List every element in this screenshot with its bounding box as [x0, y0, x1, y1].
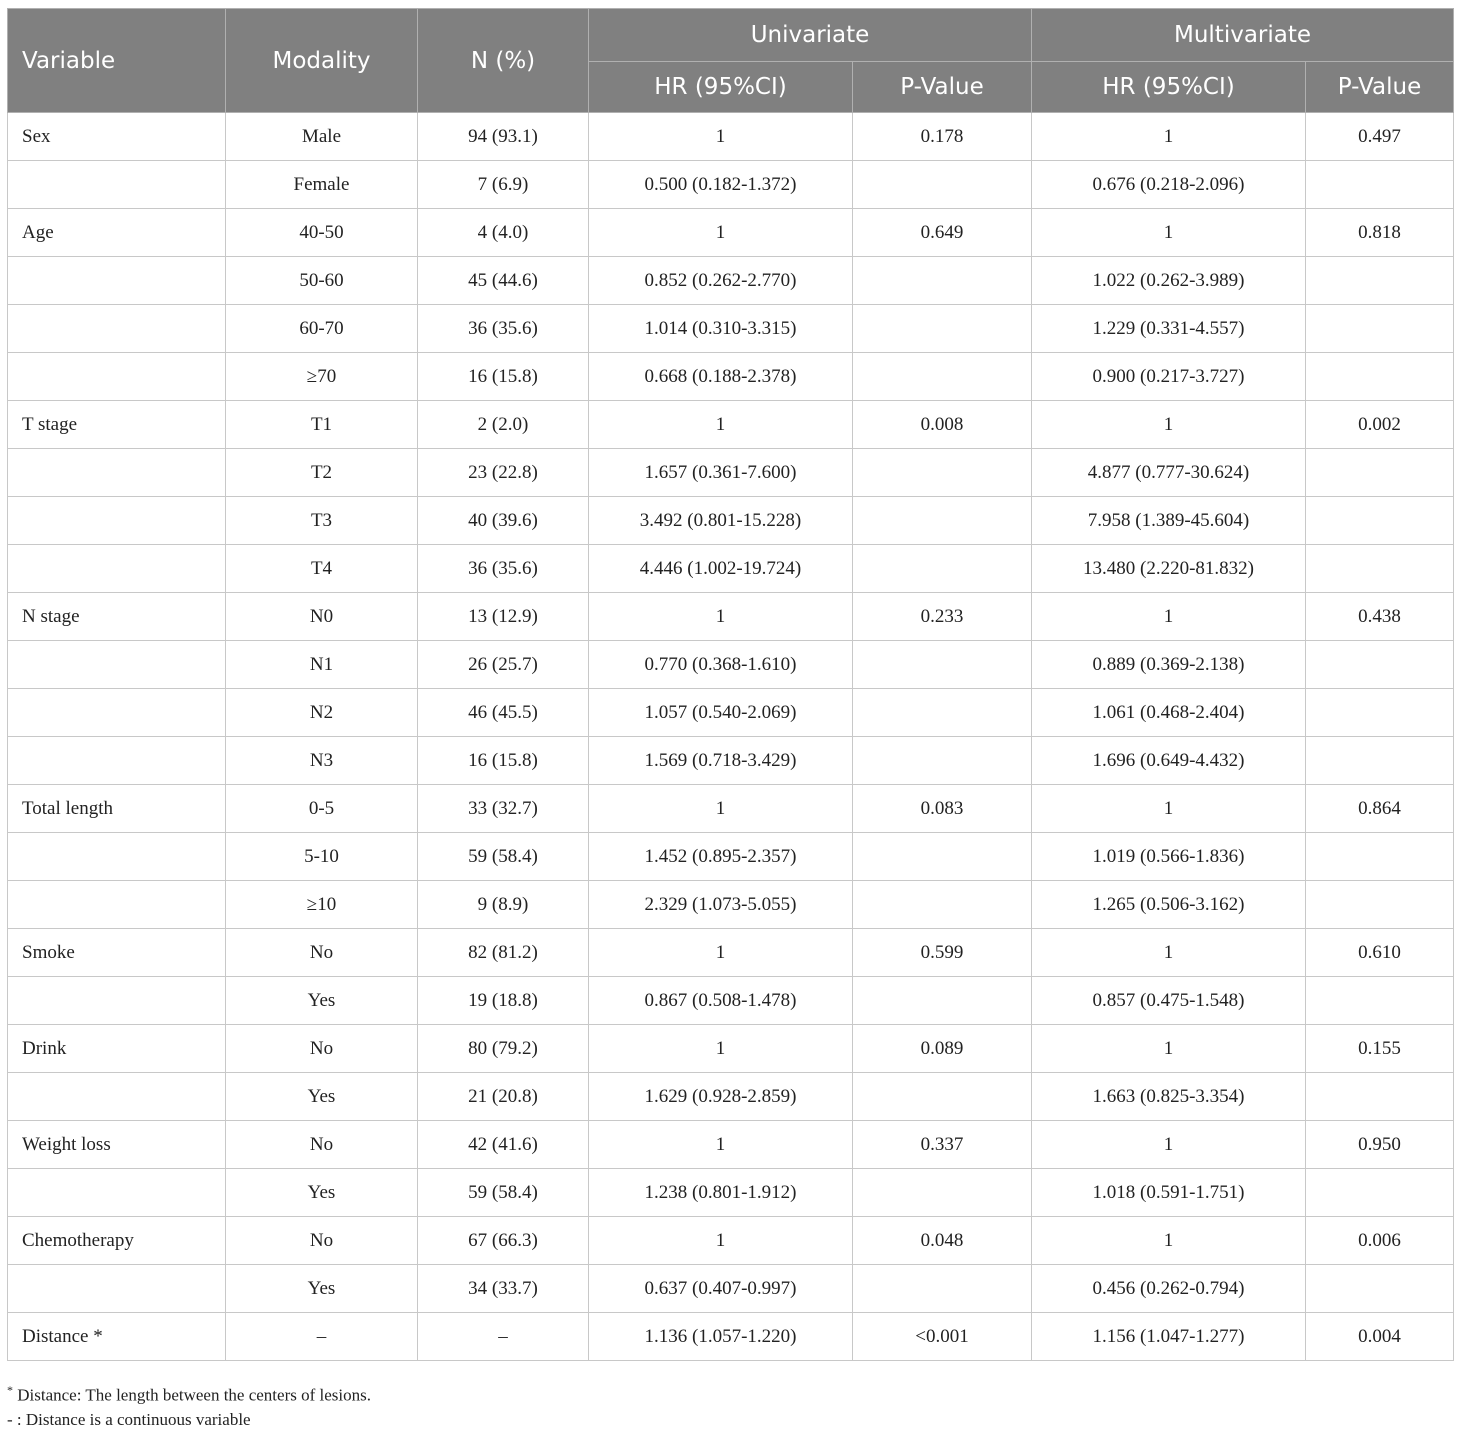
cell-univariate-p: 0.083 — [853, 785, 1032, 833]
cell-univariate-hr: 0.852 (0.262-2.770) — [589, 257, 853, 305]
cell-variable — [8, 1073, 226, 1121]
cell-n-percent: 4 (4.0) — [418, 209, 589, 257]
header-multivariate: Multivariate — [1032, 9, 1454, 62]
cell-univariate-hr: 1.136 (1.057-1.220) — [589, 1313, 853, 1361]
cell-multivariate-p: 0.497 — [1306, 113, 1454, 161]
cell-n-percent: 2 (2.0) — [418, 401, 589, 449]
table-row — [8, 545, 1454, 593]
cell-modality: T3 — [226, 497, 418, 545]
cell-multivariate-hr: 1 — [1032, 113, 1306, 161]
cell-multivariate-p — [1306, 449, 1454, 497]
cell-univariate-hr: 1 — [589, 1025, 853, 1073]
cell-univariate-p: 0.048 — [853, 1217, 1032, 1265]
cell-multivariate-p — [1306, 881, 1454, 929]
cell-univariate-p — [853, 881, 1032, 929]
cell-modality: Yes — [226, 977, 418, 1025]
cell-multivariate-p — [1306, 1169, 1454, 1217]
cell-n-percent: 36 (35.6) — [418, 305, 589, 353]
cell-modality: ≥70 — [226, 353, 418, 401]
cell-multivariate-hr: 1 — [1032, 1121, 1306, 1169]
cell-multivariate-hr: 1.061 (0.468-2.404) — [1032, 689, 1306, 737]
table-row — [8, 785, 1454, 833]
cell-multivariate-hr: 1.022 (0.262-3.989) — [1032, 257, 1306, 305]
cell-multivariate-p — [1306, 257, 1454, 305]
cell-univariate-p — [853, 977, 1032, 1025]
cell-univariate-p — [853, 305, 1032, 353]
cell-multivariate-p: 0.950 — [1306, 1121, 1454, 1169]
cell-modality: No — [226, 929, 418, 977]
cell-n-percent: 82 (81.2) — [418, 929, 589, 977]
cell-univariate-hr: 0.668 (0.188-2.378) — [589, 353, 853, 401]
cell-multivariate-p: 0.004 — [1306, 1313, 1454, 1361]
cell-univariate-hr: 1.238 (0.801-1.912) — [589, 1169, 853, 1217]
cell-univariate-p: 0.089 — [853, 1025, 1032, 1073]
cell-variable: Age — [8, 209, 226, 257]
footnote-distance — [7, 1378, 371, 1408]
cell-n-percent: 34 (33.7) — [418, 1265, 589, 1313]
cell-variable: Sex — [8, 113, 226, 161]
cell-modality: N0 — [226, 593, 418, 641]
cell-univariate-hr: 1.057 (0.540-2.069) — [589, 689, 853, 737]
cell-univariate-p — [853, 1169, 1032, 1217]
table-row — [8, 1025, 1454, 1073]
cell-univariate-p — [853, 257, 1032, 305]
cell-variable: N stage — [8, 593, 226, 641]
table-row — [8, 1313, 1454, 1361]
cell-univariate-p: 0.233 — [853, 593, 1032, 641]
cell-multivariate-hr: 0.889 (0.369-2.138) — [1032, 641, 1306, 689]
cell-univariate-hr: 0.637 (0.407-0.997) — [589, 1265, 853, 1313]
table-row — [8, 449, 1454, 497]
cell-univariate-hr: 0.500 (0.182-1.372) — [589, 161, 853, 209]
cell-univariate-hr: 1 — [589, 1121, 853, 1169]
cell-n-percent: 59 (58.4) — [418, 1169, 589, 1217]
cell-variable — [8, 545, 226, 593]
cell-variable — [8, 881, 226, 929]
table-row — [8, 641, 1454, 689]
cell-modality: Male — [226, 113, 418, 161]
cell-variable — [8, 1169, 226, 1217]
cell-univariate-p — [853, 641, 1032, 689]
cell-n-percent: 7 (6.9) — [418, 161, 589, 209]
cell-modality: 40-50 — [226, 209, 418, 257]
cell-modality: No — [226, 1025, 418, 1073]
header-multivariate-hr: HR (95%CI) — [1032, 62, 1306, 113]
cell-univariate-hr: 0.867 (0.508-1.478) — [589, 977, 853, 1025]
cell-multivariate-p — [1306, 689, 1454, 737]
cell-n-percent: 26 (25.7) — [418, 641, 589, 689]
hazard-ratio-table — [7, 8, 1454, 1361]
cell-multivariate-p: 0.002 — [1306, 401, 1454, 449]
cell-multivariate-hr: 1 — [1032, 1217, 1306, 1265]
table-row — [8, 353, 1454, 401]
cell-modality: – — [226, 1313, 418, 1361]
cell-univariate-p — [853, 833, 1032, 881]
header-modality: Modality — [226, 9, 418, 113]
cell-modality: Female — [226, 161, 418, 209]
cell-univariate-hr: 1 — [589, 1217, 853, 1265]
cell-n-percent: – — [418, 1313, 589, 1361]
cell-modality: Yes — [226, 1073, 418, 1121]
cell-modality: 0-5 — [226, 785, 418, 833]
cell-multivariate-hr: 1.229 (0.331-4.557) — [1032, 305, 1306, 353]
cell-n-percent: 46 (45.5) — [418, 689, 589, 737]
table-row — [8, 1217, 1454, 1265]
cell-modality: N1 — [226, 641, 418, 689]
cell-univariate-p: 0.008 — [853, 401, 1032, 449]
cell-variable: Distance * — [8, 1313, 226, 1361]
header-multivariate-p: P-Value — [1306, 62, 1454, 113]
table-row — [8, 977, 1454, 1025]
table-row — [8, 881, 1454, 929]
cell-multivariate-hr: 1.156 (1.047-1.277) — [1032, 1313, 1306, 1361]
cell-univariate-p: <0.001 — [853, 1313, 1032, 1361]
cell-multivariate-p: 0.864 — [1306, 785, 1454, 833]
cell-variable — [8, 161, 226, 209]
cell-modality: ≥10 — [226, 881, 418, 929]
cell-univariate-hr: 1.629 (0.928-2.859) — [589, 1073, 853, 1121]
cell-variable — [8, 449, 226, 497]
cell-multivariate-p — [1306, 497, 1454, 545]
header-variable: Variable — [8, 9, 226, 113]
cell-modality: Yes — [226, 1265, 418, 1313]
cell-multivariate-p — [1306, 305, 1454, 353]
table-row — [8, 1073, 1454, 1121]
cell-univariate-p — [853, 1265, 1032, 1313]
table-body — [8, 113, 1454, 1361]
table-row — [8, 1121, 1454, 1169]
cell-univariate-hr: 4.446 (1.002-19.724) — [589, 545, 853, 593]
cell-n-percent: 33 (32.7) — [418, 785, 589, 833]
cell-multivariate-p: 0.438 — [1306, 593, 1454, 641]
cell-univariate-p: 0.649 — [853, 209, 1032, 257]
cell-n-percent: 9 (8.9) — [418, 881, 589, 929]
cell-multivariate-hr: 1 — [1032, 593, 1306, 641]
cell-modality: T2 — [226, 449, 418, 497]
cell-univariate-p — [853, 689, 1032, 737]
cell-n-percent: 42 (41.6) — [418, 1121, 589, 1169]
cell-multivariate-hr: 1 — [1032, 785, 1306, 833]
cell-univariate-hr: 1.657 (0.361-7.600) — [589, 449, 853, 497]
table-row — [8, 257, 1454, 305]
cell-multivariate-hr: 0.900 (0.217-3.727) — [1032, 353, 1306, 401]
cell-multivariate-hr: 1.019 (0.566-1.836) — [1032, 833, 1306, 881]
cell-univariate-p — [853, 161, 1032, 209]
cell-variable — [8, 689, 226, 737]
footnote-continuous: - : Distance is a continuous variable — [7, 1409, 251, 1429]
cell-n-percent: 16 (15.8) — [418, 737, 589, 785]
cell-multivariate-p — [1306, 641, 1454, 689]
cell-univariate-p — [853, 1073, 1032, 1121]
cell-variable — [8, 977, 226, 1025]
table-row — [8, 161, 1454, 209]
cell-n-percent: 19 (18.8) — [418, 977, 589, 1025]
cell-modality: 50-60 — [226, 257, 418, 305]
cell-n-percent: 40 (39.6) — [418, 497, 589, 545]
table-row — [8, 1265, 1454, 1313]
cell-multivariate-p — [1306, 737, 1454, 785]
cell-variable: T stage — [8, 401, 226, 449]
cell-modality: No — [226, 1121, 418, 1169]
cell-multivariate-hr: 1.663 (0.825-3.354) — [1032, 1073, 1306, 1121]
cell-modality: N3 — [226, 737, 418, 785]
table-row — [8, 401, 1454, 449]
header-univariate-hr: HR (95%CI) — [589, 62, 853, 113]
cell-modality: Yes — [226, 1169, 418, 1217]
cell-multivariate-hr: 1 — [1032, 929, 1306, 977]
cell-univariate-p — [853, 497, 1032, 545]
cell-n-percent: 13 (12.9) — [418, 593, 589, 641]
table-row — [8, 113, 1454, 161]
cell-n-percent: 94 (93.1) — [418, 113, 589, 161]
cell-multivariate-p: 0.610 — [1306, 929, 1454, 977]
cell-univariate-hr: 1 — [589, 209, 853, 257]
cell-variable — [8, 641, 226, 689]
table-row — [8, 305, 1454, 353]
cell-variable — [8, 353, 226, 401]
cell-univariate-hr: 1 — [589, 929, 853, 977]
cell-univariate-p — [853, 353, 1032, 401]
cell-modality: 60-70 — [226, 305, 418, 353]
cell-univariate-hr: 1.014 (0.310-3.315) — [589, 305, 853, 353]
cell-modality: No — [226, 1217, 418, 1265]
cell-variable — [8, 497, 226, 545]
cell-modality: T1 — [226, 401, 418, 449]
cell-multivariate-hr: 1 — [1032, 1025, 1306, 1073]
header-univariate-p: P-Value — [853, 62, 1032, 113]
footnote-asterisk: * — [7, 1383, 13, 1397]
cell-univariate-p — [853, 545, 1032, 593]
cell-multivariate-hr: 1 — [1032, 401, 1306, 449]
cell-multivariate-p: 0.155 — [1306, 1025, 1454, 1073]
cell-univariate-hr: 1.452 (0.895-2.357) — [589, 833, 853, 881]
cell-variable — [8, 305, 226, 353]
header-n-percent: N (%) — [418, 9, 589, 113]
cell-univariate-hr: 1 — [589, 593, 853, 641]
table-row — [8, 1169, 1454, 1217]
cell-multivariate-hr: 0.857 (0.475-1.548) — [1032, 977, 1306, 1025]
cell-multivariate-p — [1306, 1073, 1454, 1121]
cell-n-percent: 21 (20.8) — [418, 1073, 589, 1121]
cell-multivariate-p: 0.818 — [1306, 209, 1454, 257]
cell-variable: Total length — [8, 785, 226, 833]
table-container — [7, 8, 1453, 1361]
cell-univariate-p — [853, 449, 1032, 497]
cell-variable: Drink — [8, 1025, 226, 1073]
cell-n-percent: 16 (15.8) — [418, 353, 589, 401]
cell-modality: T4 — [226, 545, 418, 593]
table-row — [8, 737, 1454, 785]
table-row — [8, 593, 1454, 641]
cell-multivariate-hr: 1.018 (0.591-1.751) — [1032, 1169, 1306, 1217]
cell-univariate-hr: 2.329 (1.073-5.055) — [589, 881, 853, 929]
cell-univariate-p: 0.599 — [853, 929, 1032, 977]
cell-multivariate-hr: 4.877 (0.777-30.624) — [1032, 449, 1306, 497]
cell-univariate-p: 0.178 — [853, 113, 1032, 161]
cell-multivariate-hr: 0.676 (0.218-2.096) — [1032, 161, 1306, 209]
table-row — [8, 497, 1454, 545]
cell-univariate-hr: 1 — [589, 785, 853, 833]
table-row — [8, 209, 1454, 257]
cell-multivariate-p — [1306, 1265, 1454, 1313]
cell-univariate-hr: 1 — [589, 113, 853, 161]
cell-n-percent: 45 (44.6) — [418, 257, 589, 305]
cell-variable: Chemotherapy — [8, 1217, 226, 1265]
table-row — [8, 689, 1454, 737]
cell-multivariate-hr: 0.456 (0.262-0.794) — [1032, 1265, 1306, 1313]
cell-univariate-hr: 0.770 (0.368-1.610) — [589, 641, 853, 689]
footnotes — [7, 1378, 371, 1432]
cell-variable — [8, 257, 226, 305]
cell-n-percent: 36 (35.6) — [418, 545, 589, 593]
cell-n-percent: 23 (22.8) — [418, 449, 589, 497]
cell-univariate-hr: 1 — [589, 401, 853, 449]
cell-multivariate-hr: 1.696 (0.649-4.432) — [1032, 737, 1306, 785]
cell-variable: Weight loss — [8, 1121, 226, 1169]
table-row — [8, 833, 1454, 881]
cell-univariate-p: 0.337 — [853, 1121, 1032, 1169]
cell-multivariate-p — [1306, 161, 1454, 209]
cell-variable — [8, 737, 226, 785]
cell-n-percent: 80 (79.2) — [418, 1025, 589, 1073]
footnote-distance-text: Distance: The length between the centers of lesions. — [13, 1385, 371, 1405]
cell-variable: Smoke — [8, 929, 226, 977]
cell-n-percent: 59 (58.4) — [418, 833, 589, 881]
cell-modality: 5-10 — [226, 833, 418, 881]
cell-multivariate-p: 0.006 — [1306, 1217, 1454, 1265]
cell-modality: N2 — [226, 689, 418, 737]
cell-univariate-hr: 1.569 (0.718-3.429) — [589, 737, 853, 785]
cell-multivariate-p — [1306, 545, 1454, 593]
cell-multivariate-hr: 1 — [1032, 209, 1306, 257]
table-row — [8, 929, 1454, 977]
cell-univariate-hr: 3.492 (0.801-15.228) — [589, 497, 853, 545]
cell-multivariate-p — [1306, 353, 1454, 401]
cell-multivariate-hr: 13.480 (2.220-81.832) — [1032, 545, 1306, 593]
cell-variable — [8, 833, 226, 881]
cell-multivariate-hr: 7.958 (1.389-45.604) — [1032, 497, 1306, 545]
cell-n-percent: 67 (66.3) — [418, 1217, 589, 1265]
cell-variable — [8, 1265, 226, 1313]
table-header — [8, 9, 1454, 113]
header-univariate: Univariate — [589, 9, 1032, 62]
cell-multivariate-p — [1306, 833, 1454, 881]
cell-univariate-p — [853, 737, 1032, 785]
cell-multivariate-hr: 1.265 (0.506-3.162) — [1032, 881, 1306, 929]
cell-multivariate-p — [1306, 977, 1454, 1025]
